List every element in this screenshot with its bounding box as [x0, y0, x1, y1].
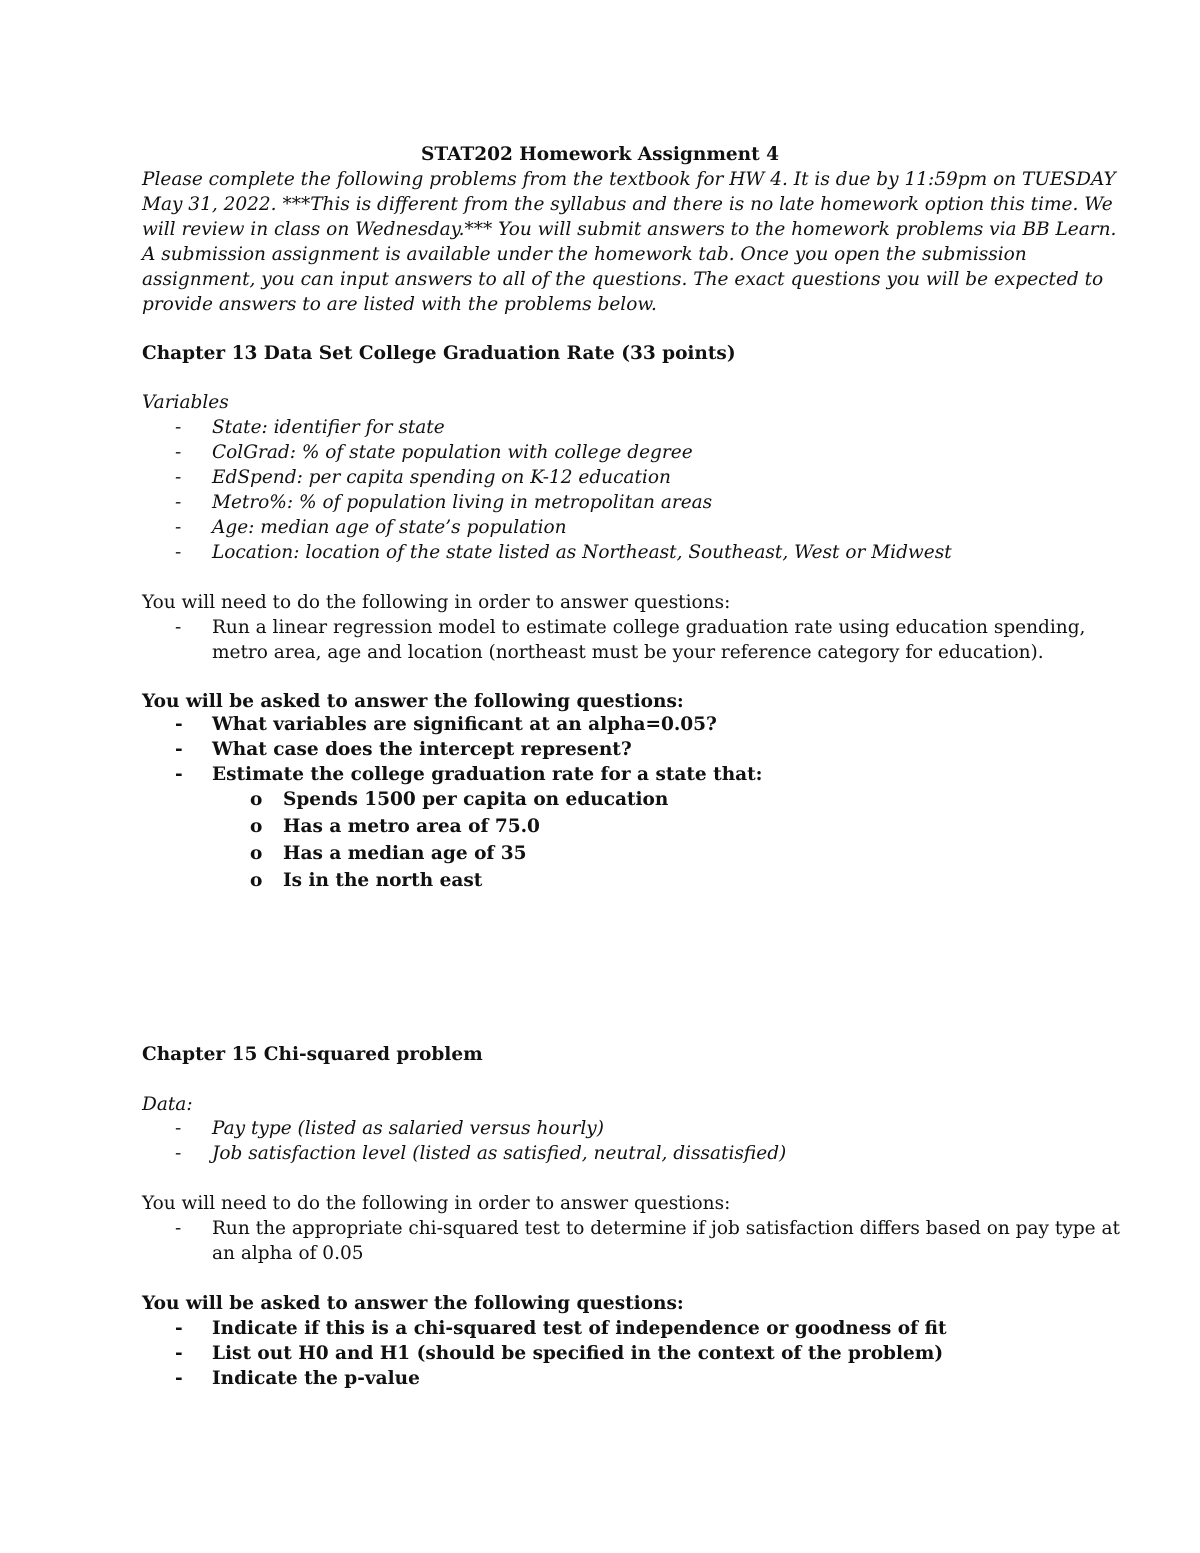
- sub-question-text: Has a metro area of 75.0: [283, 816, 540, 837]
- dash-bullet: -: [175, 714, 183, 735]
- list-item: [142, 1366, 1062, 1391]
- sub-list-item: [142, 868, 1062, 893]
- list-item: [142, 737, 1062, 762]
- circle-bullet: o: [250, 789, 263, 810]
- dash-bullet: -: [175, 417, 182, 438]
- list-item-continuation: [142, 1241, 1062, 1266]
- dash-bullet: -: [175, 1343, 183, 1364]
- dash-bullet: -: [175, 617, 182, 638]
- dash-bullet: -: [175, 517, 182, 538]
- intro-line: will review in class on Wednesday.*** You will submit answers to the homework problems via BB Learn.: [142, 219, 1117, 240]
- ch15-asked-label: You will be asked to answer the following questions:: [142, 1293, 684, 1314]
- dash-bullet: -: [175, 764, 183, 785]
- intro-line: A submission assignment is available under the homework tab. Once you open the submission: [142, 244, 1027, 265]
- chapter-13-heading: Chapter 13 Data Set College Graduation Rate (33 points): [142, 343, 736, 364]
- sub-list-item: [142, 841, 1062, 866]
- question-text: Indicate the p-value: [212, 1368, 420, 1389]
- dash-bullet: -: [175, 467, 182, 488]
- task-text: an alpha of 0.05: [212, 1243, 364, 1264]
- list-item: [142, 1216, 1120, 1241]
- dash-bullet: -: [175, 542, 182, 563]
- sub-question-text: Is in the north east: [283, 870, 483, 891]
- intro-line: provide answers to are listed with the problems below.: [142, 294, 657, 315]
- task-text: Run a linear regression model to estimate college graduation rate using education spending,: [212, 617, 1086, 638]
- dash-bullet: -: [175, 1318, 183, 1339]
- list-item: [142, 515, 1062, 540]
- dash-bullet: -: [175, 1143, 182, 1164]
- data-label: Data:: [142, 1094, 193, 1115]
- question-text: Indicate if this is a chi-squared test of independence or goodness of fit: [212, 1318, 947, 1339]
- question-text: What case does the intercept represent?: [212, 739, 632, 760]
- circle-bullet: o: [250, 816, 263, 837]
- document-title: STAT202 Homework Assignment 4: [421, 144, 779, 165]
- variables-label: Variables: [142, 392, 229, 413]
- intro-line: assignment, you can input answers to all of the questions. The exact questions you will be expected to: [142, 269, 1104, 290]
- ch15-need-label: You will need to do the following in order to answer questions:: [142, 1193, 731, 1214]
- intro-line: Please complete the following problems from the textbook for HW 4. It is due by 11:59pm on TUESDAY: [142, 169, 1116, 190]
- question-text: Estimate the college graduation rate for a state that:: [212, 764, 763, 785]
- list-item: [142, 490, 1062, 515]
- data-item-text: Pay type (listed as salaried versus hourly): [212, 1118, 604, 1139]
- task-text: Run the appropriate chi-squared test to determine if job satisfaction differs based on pay type at: [212, 1218, 1120, 1239]
- variable-text: Location: location of the state listed as Northeast, Southeast, West or Midwest: [212, 542, 952, 563]
- dash-bullet: -: [175, 442, 182, 463]
- list-item: [142, 1341, 1062, 1366]
- list-item: [142, 540, 1062, 565]
- circle-bullet: o: [250, 870, 263, 891]
- intro-line: May 31, 2022. ***This is different from the syllabus and there is no late homework option this time. We: [142, 194, 1113, 215]
- variable-text: Metro%: % of population living in metropolitan areas: [212, 492, 713, 513]
- sub-question-text: Has a median age of 35: [283, 843, 527, 864]
- chapter-15-heading: Chapter 15 Chi-squared problem: [142, 1044, 483, 1065]
- question-text: What variables are significant at an alpha=0.05?: [212, 714, 717, 735]
- list-item: [142, 1116, 1062, 1141]
- dash-bullet: -: [175, 1218, 182, 1239]
- list-item: [142, 1316, 1062, 1341]
- variable-text: State: identifier for state: [212, 417, 445, 438]
- dash-bullet: -: [175, 739, 183, 760]
- dash-bullet: -: [175, 492, 182, 513]
- dash-bullet: -: [175, 1368, 183, 1389]
- dash-bullet: -: [175, 1118, 182, 1139]
- variable-text: ColGrad: % of state population with college degree: [212, 442, 693, 463]
- ch13-need-label: You will need to do the following in order to answer questions:: [142, 592, 731, 613]
- ch13-asked-label: You will be asked to answer the following questions:: [142, 691, 684, 712]
- list-item-continuation: [142, 640, 1062, 665]
- list-item: [142, 415, 1062, 440]
- sub-list-item: [142, 787, 1062, 812]
- list-item: [142, 1141, 1062, 1166]
- list-item: [142, 440, 1062, 465]
- variable-text: EdSpend: per capita spending on K-12 education: [212, 467, 671, 488]
- task-text: metro area, age and location (northeast must be your reference category for education).: [212, 642, 1044, 663]
- variable-text: Age: median age of state’s population: [212, 517, 567, 538]
- question-text: List out H0 and H1 (should be specified in the context of the problem): [212, 1343, 944, 1364]
- data-item-text: Job satisfaction level (listed as satisfied, neutral, dissatisfied): [212, 1143, 787, 1164]
- list-item: [142, 762, 1062, 787]
- list-item: [142, 712, 1062, 737]
- circle-bullet: o: [250, 843, 263, 864]
- list-item: [142, 615, 1086, 640]
- sub-list-item: [142, 814, 1062, 839]
- list-item: [142, 465, 1062, 490]
- sub-question-text: Spends 1500 per capita on education: [283, 789, 669, 810]
